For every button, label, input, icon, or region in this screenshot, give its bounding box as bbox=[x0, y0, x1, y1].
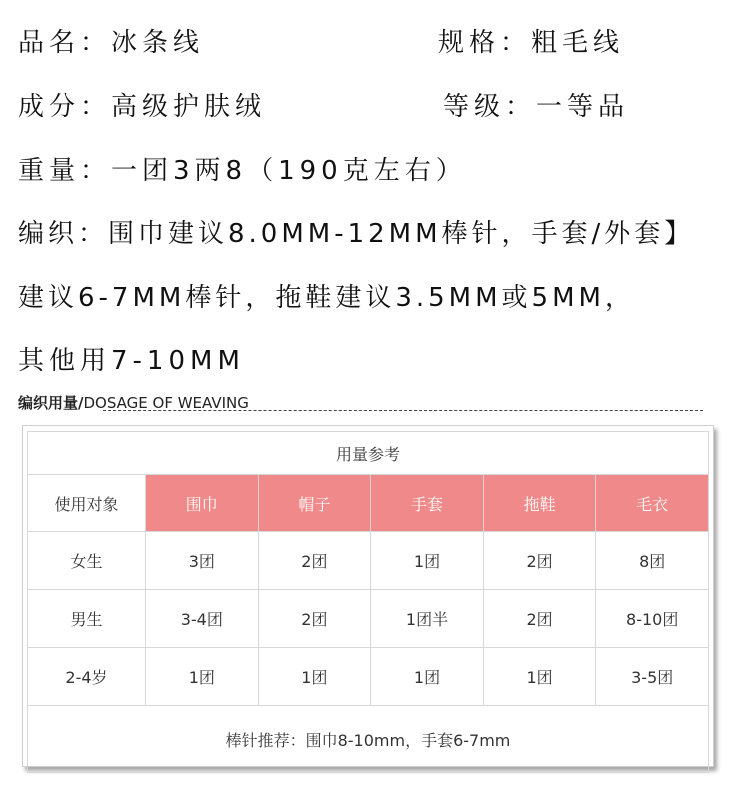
product-spec: 规格：粗毛线 bbox=[438, 28, 625, 58]
table-cell: 1团 bbox=[258, 648, 371, 706]
dosage-card bbox=[22, 425, 714, 767]
table-row bbox=[28, 532, 709, 590]
section-heading-cn: 编织用量/ bbox=[18, 394, 84, 412]
table-row bbox=[28, 648, 709, 706]
table-cell: 1团 bbox=[371, 532, 484, 590]
table-cell: 1团 bbox=[483, 648, 596, 706]
section-heading-en: DOSAGE OF WEAVING bbox=[83, 394, 249, 412]
knitting-advice-line-2: 建议6-7MM棒针，拖鞋建议3.5MM或5MM， bbox=[18, 283, 635, 313]
column-header-sweater: 毛衣 bbox=[596, 475, 709, 532]
table-cell: 2团 bbox=[483, 532, 596, 590]
column-header-gloves: 手套 bbox=[371, 475, 484, 532]
table-cell: 8-10团 bbox=[596, 590, 709, 648]
table-cell: 2团 bbox=[258, 590, 371, 648]
column-header-slippers: 拖鞋 bbox=[483, 475, 596, 532]
knitting-advice-line-1: 编织：围巾建议8.0MM-12MM棒针，手套/外套】 bbox=[18, 219, 695, 249]
table-cell: 1团半 bbox=[371, 590, 484, 648]
dashed-divider bbox=[103, 410, 703, 411]
column-header-scarf: 围巾 bbox=[146, 475, 259, 532]
product-material: 成分：高级护肤绒 bbox=[18, 92, 267, 122]
row-label: 女生 bbox=[28, 532, 146, 590]
table-cell: 3-4团 bbox=[146, 590, 259, 648]
corner-header: 使用对象 bbox=[28, 475, 146, 532]
table-cell: 3-5团 bbox=[596, 648, 709, 706]
product-weight: 重量：一团3两8（190克左右） bbox=[18, 156, 467, 186]
product-name: 品名：冰条线 bbox=[18, 28, 205, 58]
table-row bbox=[28, 590, 709, 648]
row-label: 男生 bbox=[28, 590, 146, 648]
table-cell: 2团 bbox=[258, 532, 371, 590]
table-caption: 用量参考 bbox=[28, 432, 709, 475]
table-cell: 2团 bbox=[483, 590, 596, 648]
table-cell: 8团 bbox=[596, 532, 709, 590]
needle-recommendation: 棒针推荐：围巾8-10mm，手套6-7mm bbox=[28, 706, 709, 773]
dosage-table bbox=[27, 431, 709, 773]
table-cell: 3团 bbox=[146, 532, 259, 590]
table-cell: 1团 bbox=[371, 648, 484, 706]
table-caption-row bbox=[28, 432, 709, 475]
table-footer-row bbox=[28, 706, 709, 773]
knitting-advice-line-3: 其他用7-10MM bbox=[18, 346, 245, 376]
row-label: 2-4岁 bbox=[28, 648, 146, 706]
table-cell: 1团 bbox=[146, 648, 259, 706]
table-header-row bbox=[28, 475, 709, 532]
product-grade: 等级：一等品 bbox=[443, 92, 630, 122]
column-header-hat: 帽子 bbox=[258, 475, 371, 532]
